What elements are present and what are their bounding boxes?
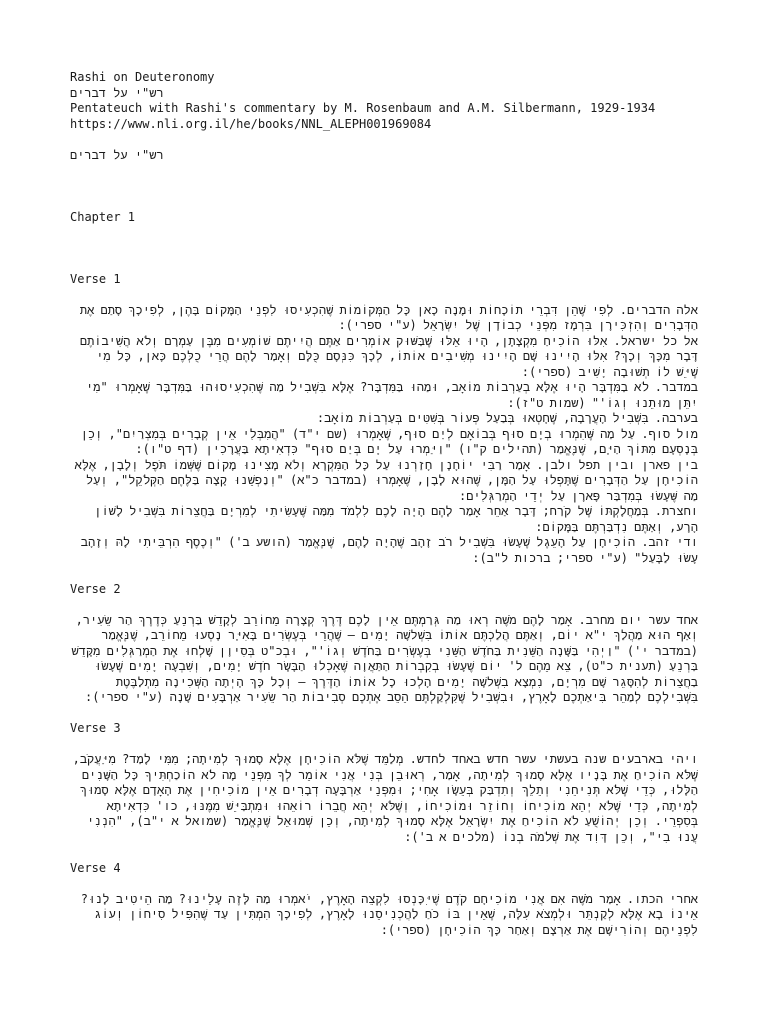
commentary-paragraph: במדבר. לֹא בַמִּדְבָּר הָיוּ אֶלָּא בְעַרְבוֹת מוֹאָב, וּמַהוּ בַּמִּדְבָּר? אֶלָּא בִּשְׁבִיל מַה שֶּׁהִכְעִיסוּהוּ בַּמִּדְבָּר שֶׁאָמְרוּ "מִי יִתֵּן מוּתֵנוּ וְגוֹ'" (שמות ט"ז): — [86, 380, 698, 410]
verses-container — [70, 272, 698, 939]
commentary-block — [70, 752, 698, 845]
commentary-paragraph: אלה הדברים. לְפִי שֶׁהֵן דִּבְרֵי תוֹכָחוֹת וּמָנָה כָאן כָּל הַמְּקוֹמוֹת שֶׁהִכְעִיסוּ לִפְנֵי הַמָּקוֹם בָּהֶן, לְפִיכָךְ סָתַם אֶת הַדְּבָרִים וְהִזְכִּירָן בִּרְמָז מִפְּנֵי כְבוֹדָן שֶׁל יִשְׂרָאֵל (ע"י ספרי): — [79, 302, 698, 332]
commentary-paragraph: אחד עשר יום מחרב. אָמַר לָהֶם מֹשֶׁה רְאוּ מַה גְּרַמְתֶּם אֵין לָכֶם דֶּרֶךְ קְצָרָה מֵחוֹרֵב לְקָדֵשׁ בַּרְנֵעַ כְּדֶרֶךְ הַר שֵׂעִיר, וְאַף הוּא מַהֲלַךְ י"א יוֹם, וְאַתֶּם הֲלַכְתֶּם אוֹתוֹ בִּשְׁלשָׁה יָמִים – שֶׁהֲרֵי בְּעֶשְׂרִים בָּאִיָּר נָסְעוּ מֵחוֹרֵב, שֶׁנֶּאֱמַר (במדבר י') "וַיְהִי בַּשָּׁנָה הַשֵּׁנִית בַּחֹדֶשׁ הַשֵּׁנִי בְּעֶשְׂרִים בַּחֹדֶשׁ וְגוֹ'", וּבְכ"ט בְּסִיוָן שָׁלְחוּ אֶת הַמְרַגְּלִים מִקָּדֵשׁ בַּרְנֵעַ (תענית כ"ט), צֵא מֵהֶם ל' יוֹם שֶׁעָשׂוּ בְקִבְרוֹת הַתַּאֲוָה שֶׁאָכְלוּ הַבָּשָׂר חֹדֶשׁ יָמִים, וְשִׁבְעָה יָמִים שֶׁעָשׂוּ בַחֲצֵרוֹת לְהִסָּגֵר שָׁם מִרְיָם, נִמְצָא בִשְׁלשָׁה יָמִים הָלְכוּ כָל אוֹתוֹ הַדֶּרֶךְ – וְכָל כָּךְ הָיְתָה הַשְּׁכִינָה מִתְלַבֶּטֶת בִּשְׁבִילְכֶם לְמַהֵר בִּיאַתְכֶם לָאָרֶץ, וּבִשְׁבִיל שֶׁקִּלְקַלְתֶּם הֵסֵב אֶתְכֶם סְבִיבוֹת הַר שֵׂעִיר אַרְבָּעִים שָׁנָה (ע"י ספרי): — [71, 612, 698, 704]
commentary-paragraph: בין פארן ובין תפל ולבן. אָמַר רַבִּי יוֹחָנָן חָזַרְנוּ עַל כָּל הַמִּקְרָא וְלֹא מָצִינוּ מָקוֹם שֶׁשְּׁמוֹ תֹּפֶל וְלָבָן, אֶלָּא הוֹכִיחָן עַל הַדְּבָרִים שֶׁתָּפְלוּ עַל הַמָּן, שֶׁהוּא לָבָן, שֶׁאָמְרוּ (במדבר כ"א) "וְנַפְשֵׁנוּ קָצָה בַּלֶּחֶם הַקְּלֹקֵל", וְעַל מַה שֶּׁעָשׂוּ בְּמִדְבַּר פָּארָן עַל יְדֵי הַמְרַגְּלִים: — [74, 457, 698, 503]
verse-heading: Verse 4 — [70, 860, 121, 875]
verse-heading: Verse 2 — [70, 581, 121, 596]
commentary-block — [70, 613, 698, 706]
commentary-paragraph: וחצרת. בְּמַחֲלָקְתּוֹ שֶׁל קֹרַח; דָּבָר אַחֵר אָמַר לָהֶם הָיָה לָכֶם לִלְמֹד מִמַּה שֶּׁעָשִׂיתִי לְמִרְיָם בַּחֲצֵרוֹת בִּשְׁבִיל לָשׁוֹן הָרָע, וְאַתֶּם נִדְבַּרְתֶּם בַּמָּקוֹם: — [94, 504, 698, 534]
document-page — [70, 70, 698, 938]
commentary-paragraph: מול סוף. עַל מַה שֶּׁהִמְרוּ בְיָם סוּף בְּבוֹאָם לְיַם סוּף, שֶׁאָמְרוּ (שם י"ד) "הֲמִבְּלִי אֵין קְבָרִים בְּמִצְרַיִם", וְכֵן בְּנָסְעָם מִתּוֹךְ הַיָּם, שֶׁנֶּאֱמַר (תהילים ק"ו) "וַיַּמְרוּ עַל יָם בְּיַם סוּף" כִּדְאִיתָא בַּעֲרָכִין (דף ט"ו): — [80, 426, 698, 456]
document-subtitle-hebrew: רש"י על דברים — [70, 147, 164, 162]
verse-heading: Verse 3 — [70, 721, 121, 735]
verse-section — [70, 721, 698, 861]
document-source: Pentateuch with Rashi's commentary by M. Rosenbaum and A.M. Silbermann, 1929-1934 — [70, 101, 656, 115]
verse-section — [70, 861, 698, 939]
verse-section — [70, 582, 698, 722]
document-title-hebrew: רש"י על דברים — [70, 85, 164, 100]
commentary-paragraph: ויהי בארבעים שנה בעשתי עשר חדש באחד לחדש. מְלַמֵּד שֶׁלֹּא הוֹכִיחָן אֶלָּא סָמוּךְ לְמִיתָה; מִמִּי לָמַד? מִיַּעֲקֹב, שֶׁלֹּא הוֹכִיחַ אֶת בָּנָיו אֶלָּא סָמוּךְ לְמִיתָה, אָמַר, רְאוּבֵן בְּנִי אֲנִי אוֹמֵר לְךָ מִפְּנֵי מָה לֹא הוֹכַחְתִּיךָ כָּל הַשָּׁנִים הַלָּלוּ, כְּדֵי שֶׁלֹּא תְּנִיחֵנִי וְתֵלֵךְ וְתִדְבַּק בְּעֵשָׂו אָחִי; וּמִפְּנֵי אַרְבָּעָה דְבָרִים אֵין מוֹכִיחִין אֶת הָאָדָם אֶלָּא סָמוּךְ לְמִיתָה, כְּדֵי שֶׁלֹּא יְהֵא מוֹכִיחוֹ וְחוֹזֵר וּמוֹכִיחוֹ, וְשֶׁלֹּא יְהֵא חֲבֵרוֹ רוֹאֵהוּ וּמִתְבַּיֵּשׁ מִמֶּנּוּ, כו' כִּדְאִיתָא בְּסִפְרֵי. וְכֵן יְהוֹשֻׁעַ לֹא הוֹכִיחַ אֶת יִשְׂרָאֵל אֶלָּא סָמוּךְ לְמִיתָה, וְכֵן שְׁמוּאֵל שֶׁנֶּאֱמַר (שמואל א י"ב), "הִנְנִי עֲנוּ בִי", וְכֵן דָּוִד אֶת שְׁלֹמֹה בְנוֹ (מלכים א ב'): — [72, 752, 698, 844]
chapter-heading: Chapter 1 — [70, 209, 136, 224]
commentary-block — [70, 892, 698, 939]
document-url: https://www.nli.org.il/he/books/NNL_ALEPH001969084 — [70, 116, 432, 131]
document-title: Rashi on Deuteronomy — [70, 70, 215, 84]
commentary-paragraph: אל כל ישראל. אִלּוּ הוֹכִיחַ מִקְצָתָן, הָיוּ אֵלּוּ שֶׁבַּשּׁוּק אוֹמְרִים אַתֶּם הֲיִיתֶם שׁוֹמְעִים מִבֶּן עַמְרָם וְלֹא הֲשִׁיבוֹתֶם דָּבָר מִכָּךְ וְכָךְ? אִלּוּ הָיִינוּ שָׁם הָיִינוּ מְשִׁיבִים אוֹתוֹ, לְכָךְ כִּנְּסָם כֻּלָּם וְאָמַר לָהֶם הֲרֵי כֻלְּכֶם כָּאן, כָּל מִי שֶׁיֵּשׁ לוֹ תְשׁוּבָה יָשִׁיב (ספרי): — [79, 333, 698, 379]
commentary-block — [70, 303, 698, 567]
verse-heading: Verse 1 — [70, 271, 121, 286]
commentary-paragraph: ודי זהב. הוֹכִיחָן עַל הָעֵגֶל שֶׁעָשׂוּ בִּשְׁבִיל רֹב זָהָב שֶׁהָיָה לָהֶם, שֶׁנֶּאֱמַר (הושע ב') "וְכֶסֶף הִרְבֵּיתִי לָהּ וְזָהָב עָשׂוּ לַבָּעַל" (ע"י ספרי; ברכות ל"ב): — [80, 535, 698, 565]
commentary-paragraph: בערבה. בִּשְׁבִיל הָעֲרָבָה, שֶׁחָטְאוּ בְּבַעַל פְּעוֹר בְּשִׁטִּים בְּעַרְבוֹת מוֹאָב: — [316, 411, 698, 425]
verse-section — [70, 272, 698, 582]
commentary-paragraph: אחרי הכתו. אָמַר מֹשֶׁה אִם אֲנִי מוֹכִיחָם קֹדֶם שֶׁיִּכָּנְסוּ לִקְצֵה הָאָרֶץ, יֹאמְרוּ מַה לָּזֶה עָלֵינוּ? מַה הֵיטִיב לָנוּ? אֵינוֹ בָא אֶלָּא לְקַנְתֵּר וּלְמְצֹא עִלָּה, שֶׁאֵין בּוֹ כֹחַ לַהֲכְנִיסֵנוּ לָאָרֶץ, לְפִיכָךְ הִמְתִּין עַד שֶׁהִפִּיל סִיחוֹן וְעוֹג לִפְנֵיהֶם וְהוֹרִישָׁם אֶת אַרְצָם וְאַחַר כָּךְ הוֹכִיחָן (ספרי): — [80, 891, 698, 937]
